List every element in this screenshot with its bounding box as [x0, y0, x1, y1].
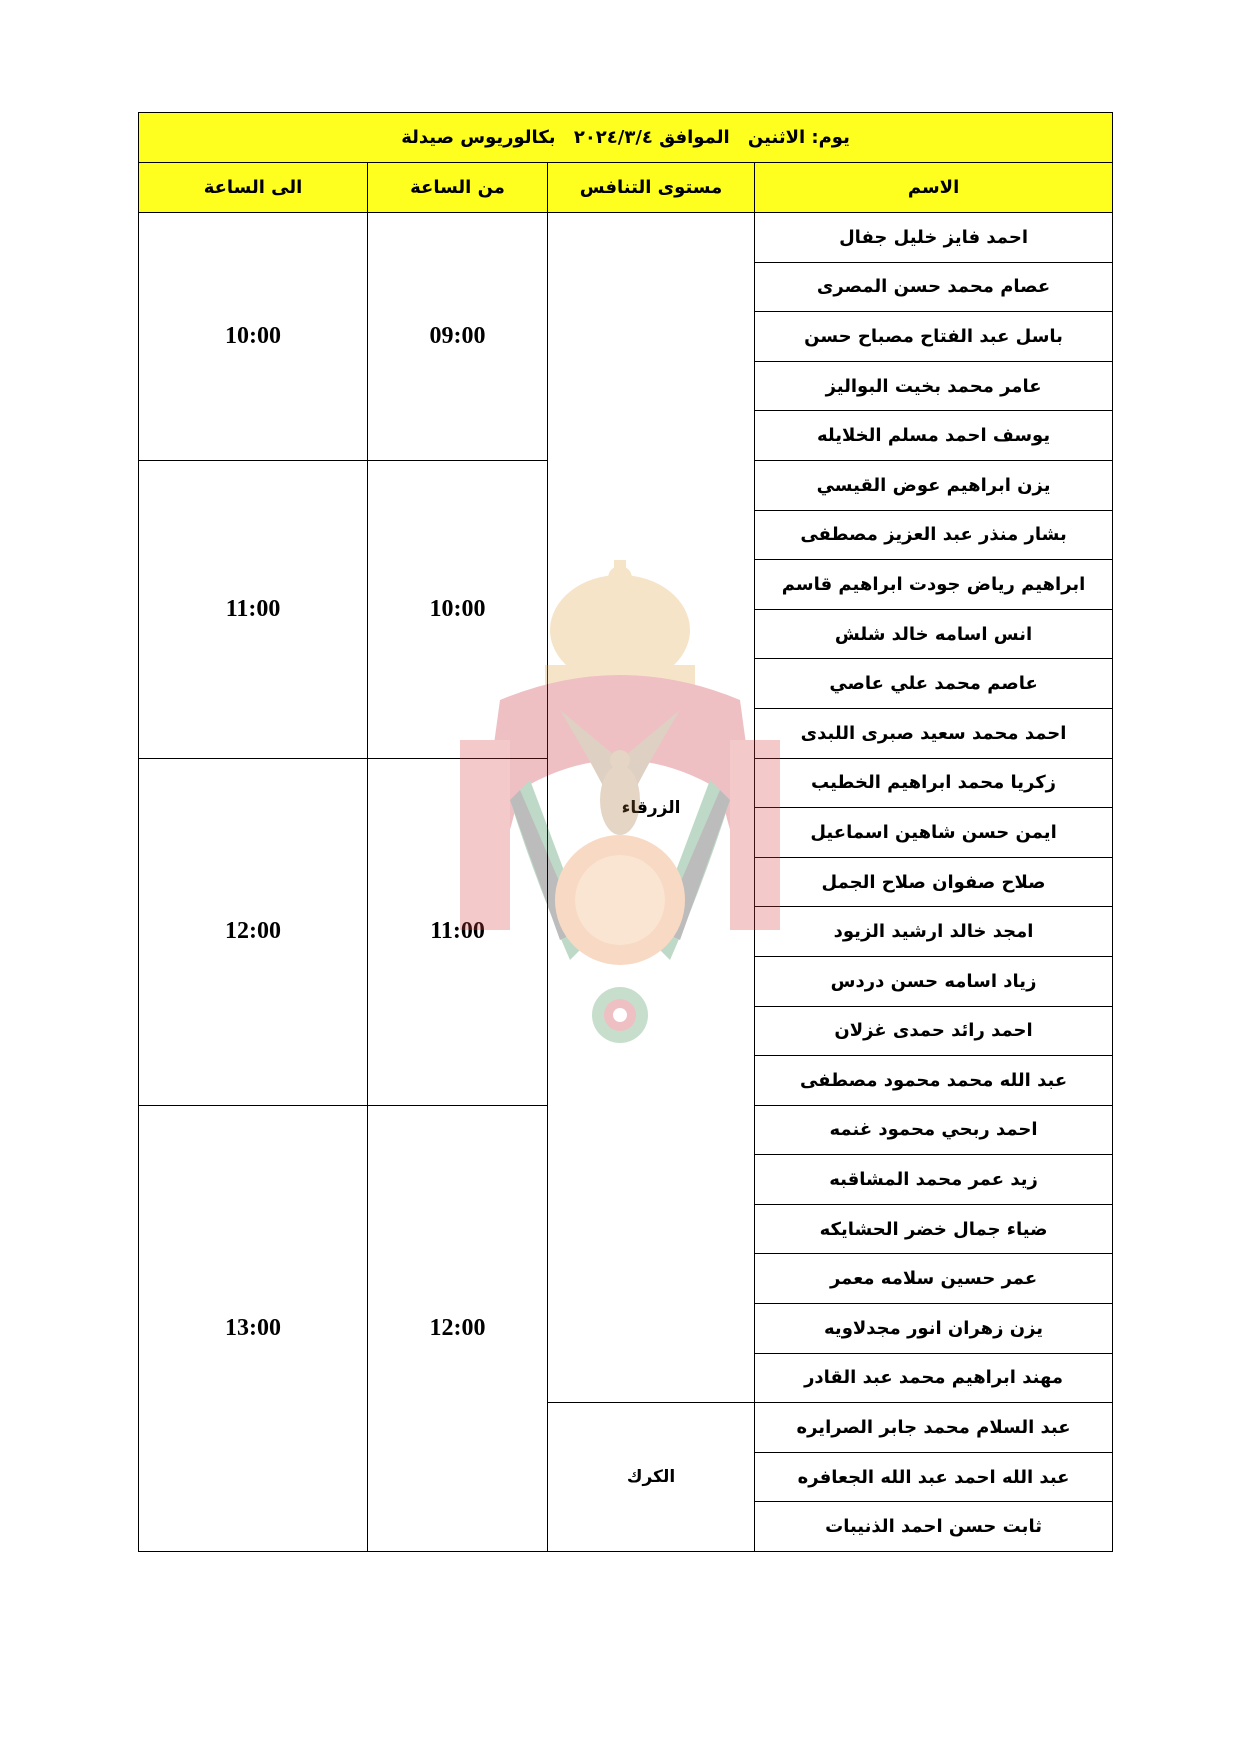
column-header-row	[139, 163, 1113, 213]
slot-3-to: 12:00	[139, 758, 368, 1105]
level-zarqa-label: الزرقاء	[621, 797, 681, 818]
date-label: الموافق ٢٠٢٤/٣/٤	[573, 127, 730, 148]
slot-2-from: 10:00	[368, 460, 548, 758]
level-zarqa	[548, 213, 755, 1403]
student-name: صلاح صفوان صلاح الجمل	[755, 857, 1113, 907]
student-name: ابراهيم رياض جودت ابراهيم قاسم	[755, 560, 1113, 610]
student-name: باسل عبد الفتاح مصباح حسن	[755, 312, 1113, 362]
student-name: عصام محمد حسن المصرى	[755, 262, 1113, 312]
student-name: احمد رائد حمدى غزلان	[755, 1006, 1113, 1056]
student-name: يوسف احمد مسلم الخلايله	[755, 411, 1113, 461]
student-name: زياد اسامه حسن دردس	[755, 956, 1113, 1006]
student-name: مهند ابراهيم محمد عبد القادر	[755, 1353, 1113, 1403]
student-name: يزن ابراهيم عوض القيسي	[755, 460, 1113, 510]
student-name: عبد السلام محمد جابر الصرايره	[755, 1403, 1113, 1453]
col-header-from: من الساعة	[368, 163, 548, 213]
student-name: انس اسامه خالد شلش	[755, 609, 1113, 659]
slot-4-to: 13:00	[139, 1105, 368, 1551]
student-name: امجد خالد ارشيد الزيود	[755, 907, 1113, 957]
student-name: عامر محمد بخيت البواليز	[755, 361, 1113, 411]
student-name: احمد محمد سعيد صبرى اللبدى	[755, 708, 1113, 758]
col-header-to: الى الساعة	[139, 163, 368, 213]
level-karak: الكرك	[548, 1403, 755, 1552]
slot-4-from: 12:00	[368, 1105, 548, 1551]
col-header-name: الاسم	[755, 163, 1113, 213]
col-header-level: مستوى التنافس	[548, 163, 755, 213]
student-name: بشار منذر عبد العزيز مصطفى	[755, 510, 1113, 560]
slot-1-to: 10:00	[139, 213, 368, 461]
student-name: احمد فايز خليل جفال	[755, 213, 1113, 263]
day-label: يوم: الاثنين	[747, 127, 850, 148]
student-name: عمر حسين سلامه معمر	[755, 1254, 1113, 1304]
slot-1-from: 09:00	[368, 213, 548, 461]
table-row	[139, 213, 1113, 263]
student-name: ضياء جمال خضر الحشايكه	[755, 1204, 1113, 1254]
slot-2-to: 11:00	[139, 460, 368, 758]
student-name: يزن زهران انور مجدلاويه	[755, 1304, 1113, 1354]
program-label: بكالوريوس صيدلة	[401, 127, 556, 148]
student-name: زكريا محمد ابراهيم الخطيب	[755, 758, 1113, 808]
slot-3-from: 11:00	[368, 758, 548, 1105]
student-name: احمد ربحي محمود غنمه	[755, 1105, 1113, 1155]
schedule-title	[139, 113, 1113, 163]
student-name: ايمن حسن شاهين اسماعيل	[755, 808, 1113, 858]
student-name: زيد عمر محمد المشاقبه	[755, 1155, 1113, 1205]
student-name: ثابت حسن احمد الذنيبات	[755, 1502, 1113, 1552]
student-name: عاصم محمد علي عاصي	[755, 659, 1113, 709]
schedule-table	[138, 112, 1113, 1552]
student-name: عبد الله احمد عبد الله الجعافره	[755, 1452, 1113, 1502]
student-name: عبد الله محمد محمود مصطفى	[755, 1056, 1113, 1106]
title-row	[139, 113, 1113, 163]
